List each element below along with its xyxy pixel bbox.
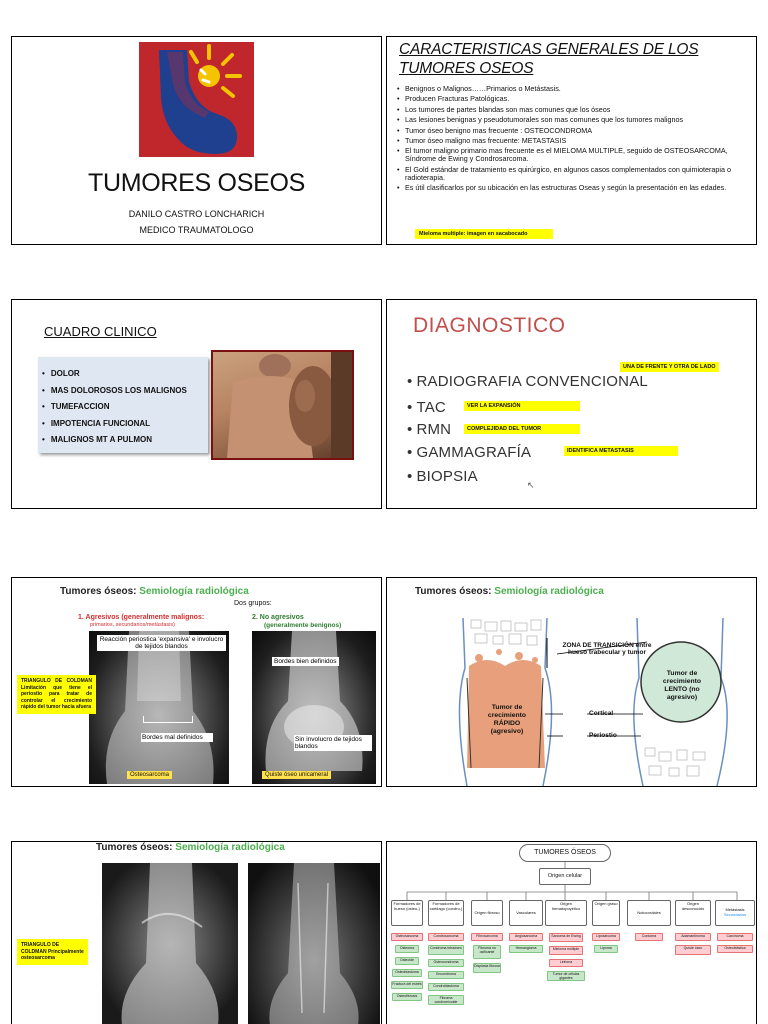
bullet-item: • Benignos o Malignos……Primarios o Metástasis. [397, 85, 747, 93]
category-node: Notocordales [627, 900, 671, 926]
heading-line-2: TUMORES OSEOS [399, 60, 534, 77]
malignant-node: Sarcoma de Ewing [549, 933, 583, 942]
category-label: Metástasis [725, 907, 745, 912]
diagnostic-item: • TAC [407, 399, 446, 416]
malignant-node: Condrosarcoma [428, 933, 464, 941]
group1-title: 1. Agresivos (generalmente malignos: [78, 614, 205, 621]
femur-side-xray-icon [248, 863, 380, 1024]
slide-semiologia-xray [11, 841, 382, 1024]
category-node: Formadores de cartílago (condro-) [428, 900, 464, 926]
knee-xray-icon [252, 631, 376, 784]
symptom-list [42, 366, 187, 449]
tag-radiografia: UNA DE FRENTE Y OTRA DE LADO [620, 362, 719, 372]
patient-shoulder-illustration-icon [213, 352, 352, 458]
group1-subtitle: primarios, secundarios/metástasis) [90, 622, 175, 628]
slide-heading [60, 586, 249, 597]
malignant-node: Carcinoma [717, 933, 753, 941]
benign-node: Fibroma no osificante [473, 945, 501, 959]
malignant-node: Fibrosarcoma [471, 933, 503, 941]
femur-front-xray-icon [102, 863, 238, 1024]
category-node: Vasculares [509, 900, 543, 926]
subtitle: Dos grupos: [234, 600, 272, 607]
periostio-label: Periostio [589, 732, 617, 739]
malignant-node: Liposarcoma [592, 933, 620, 941]
benign-node: Osteofibrosis [392, 993, 422, 1001]
cortical-label: Cortical [589, 710, 614, 717]
slide-caracteristicas [386, 36, 757, 245]
slide-semiologia-diagrama [386, 577, 757, 787]
bracket-marker [143, 716, 193, 723]
chart-level2-node: Origen celular [539, 868, 591, 885]
malignant-node: Osteoblástica [717, 945, 753, 953]
category-node: Origen fibroso [471, 900, 503, 926]
xray-osteosarcoma [89, 631, 229, 784]
benign-node: Osteoide [395, 957, 419, 965]
heading-black: Tumores óseos: [96, 842, 176, 853]
femur-xray-icon [89, 631, 229, 784]
category-node: Origen graso [592, 900, 620, 926]
heading-black: Tumores óseos: [415, 586, 495, 597]
presentation-title: TUMORES OSEOS [88, 169, 305, 197]
tag-tac: VER LA EXPANSIÓN [464, 401, 580, 411]
bullet-item: • Tumor óseo benigno mas frecuente : OSTEOCONDROMA [397, 127, 747, 135]
slide-heading [96, 842, 285, 853]
slide-title [11, 36, 382, 245]
group2-subtitle: (generalmente benignos) [264, 622, 342, 629]
category-node-metastasis [715, 900, 755, 926]
slide-semiologia-grupos [11, 577, 382, 787]
xray-femur-side [248, 863, 380, 1024]
benign-node: Fractura del estrés [391, 981, 423, 989]
coldman-note: TRIANGULO DE COLDMAN Principalmente osteosarcoma [17, 939, 88, 965]
symptom-item: • TUMEFACCION [42, 399, 187, 416]
category-node: Origen desconocido [675, 900, 711, 926]
benign-node: Osteoma [395, 945, 419, 953]
benign-node: Hemangioma [509, 945, 543, 953]
diagnostic-item: • RMN [407, 421, 451, 438]
xray1-caption: Osteosarcoma [127, 771, 172, 779]
slide-heading: CUADRO CLINICO [44, 324, 157, 339]
cursor-icon: ↖ [527, 480, 535, 490]
symptom-item: • MALIGNOS MT A PULMON [42, 432, 187, 449]
patient-photo [211, 350, 354, 460]
benign-node: Fibroma condromixoide [428, 995, 464, 1005]
author-role: MEDICO TRAUMATOLOGO [139, 225, 254, 235]
slide-heading: DIAGNOSTICO [413, 314, 566, 337]
bullet-item: • Los tumores de partes blandas son mas comunes que los óseos [397, 106, 747, 114]
symptom-item: • IMPOTENCIA FUNCIONAL [42, 416, 187, 433]
benign-node: Encondroma [428, 971, 464, 979]
bullet-item: • Tumor óseo maligno mas frecuente: METASTASIS [397, 137, 747, 145]
slide-heading [399, 40, 749, 78]
malignant-node: Quiste óseo [675, 945, 711, 955]
fast-tumor-label: Tumor de crecimiento RÁPIDO (agresivo) [487, 704, 527, 735]
xray-femur-front [102, 863, 238, 1024]
tag-gammagrafia: IDENTIFICA METASTASIS [564, 446, 678, 456]
coldman-note: TRIANGULO DE COLDMAN Limitación que tiene el periostio para tratar de controlar el crecimiento rápido del tumor hacia afuera [17, 675, 96, 714]
malignant-node: Mieloma múltiple [549, 946, 583, 955]
author-name: DANILO CASTRO LONCHARICH [128, 209, 265, 219]
diagnostic-item: • BIOPSIA [407, 468, 478, 485]
malignant-node: Linfoma [549, 959, 583, 967]
bullet-list [397, 85, 747, 195]
bullet-item: • Producen Fracturas Patológicas. [397, 95, 747, 103]
tag-rmn: COMPLEJIDAD DEL TUMOR [464, 424, 580, 434]
xray2-label-borders: Bordes bien definidos [274, 658, 337, 665]
malignant-node: Adamantinoma [675, 933, 711, 941]
xray1-label-borders: Bordes mal definidos [141, 733, 213, 742]
benign-node: Osteocondroma [428, 959, 464, 967]
xray2-label-soft-tissue: Sin involucro de tejidos blandos [294, 735, 372, 751]
logo-image [139, 42, 254, 157]
heading-line-1: CARACTERISTICAS GENERALES DE LOS [399, 41, 699, 58]
diagnostic-item: • GAMMAGRAFÍA [407, 444, 531, 461]
xray-quiste [252, 631, 376, 784]
benign-node: Condroblastoma [428, 983, 464, 991]
heading-green: Semiología radiológica [139, 586, 249, 597]
xray1-label-periostic: Reacción periostica 'expansiva' e involucro de tejidos blandos [97, 635, 226, 651]
bullet-item: • Las lesiones benignas y pseudotumorales son mas comunes que los tumores malignos [397, 116, 747, 124]
benign-node: Displasia fibrosa [473, 963, 501, 973]
slow-tumor-label: Tumor de crecimiento LENTO (no agresivo) [662, 670, 702, 701]
malignant-node: Osteosarcoma [391, 933, 423, 941]
malignant-node: Cordoma [635, 933, 663, 941]
category-note: Secundarios [723, 912, 747, 917]
slide-cuadro-clinico [11, 299, 382, 509]
category-node: Origen hematopoyético [545, 900, 587, 926]
heading-green: Semiología radiológica [175, 842, 285, 853]
slide-heading [415, 586, 604, 597]
diagnostic-item: • RADIOGRAFIA CONVENCIONAL [407, 373, 648, 390]
group2-title: 2. No agresivos [252, 614, 304, 621]
xray2-caption: Quiste óseo unicameral [262, 771, 331, 779]
heading-green: Semiología radiológica [494, 586, 604, 597]
bullet-item: • Es útil clasificarlos por su ubicación en las estructuras Oseas y según la presentación en las edades. [397, 184, 747, 192]
benign-node: Lipoma [594, 945, 618, 953]
bullet-item: • El tumor maligno primario mas frecuente es el MIELOMA MULTIPLE, seguido de OSTEOSARCOMA, Síndrome de Ewing y Condrosarcoma. [397, 147, 747, 163]
benign-node: Osteoblastoma [392, 969, 422, 977]
highlight-note: Mieloma multiple: imagen en sacabocado [415, 229, 553, 239]
benign-node: Condroma intraóseo [428, 945, 464, 955]
symptom-item: • MAS DOLOROSOS LOS MALIGNOS [42, 383, 187, 400]
bullet-item: • El Gold estándar de tratamiento es quirúrgico, en algunos casos complementados con quimioterapia o radioterapia. [397, 166, 747, 182]
slide-clasificacion [386, 841, 757, 1024]
chart-root-node: TUMORES ÓSEOS [519, 844, 611, 862]
transition-zone-label: ZONA DE TRANSICIÓN entre hueso trabecular y tumor [562, 642, 652, 656]
benign-node: Tumor de células gigantes [547, 971, 585, 981]
heading-black: Tumores óseos: [60, 586, 140, 597]
category-node: Formadores de hueso (osteo-) [391, 900, 423, 926]
bone-sun-logo-icon [139, 42, 254, 157]
symptom-item: • DOLOR [42, 366, 187, 383]
malignant-node: Angiosarcoma [509, 933, 543, 941]
slide-diagnostico [386, 299, 757, 509]
